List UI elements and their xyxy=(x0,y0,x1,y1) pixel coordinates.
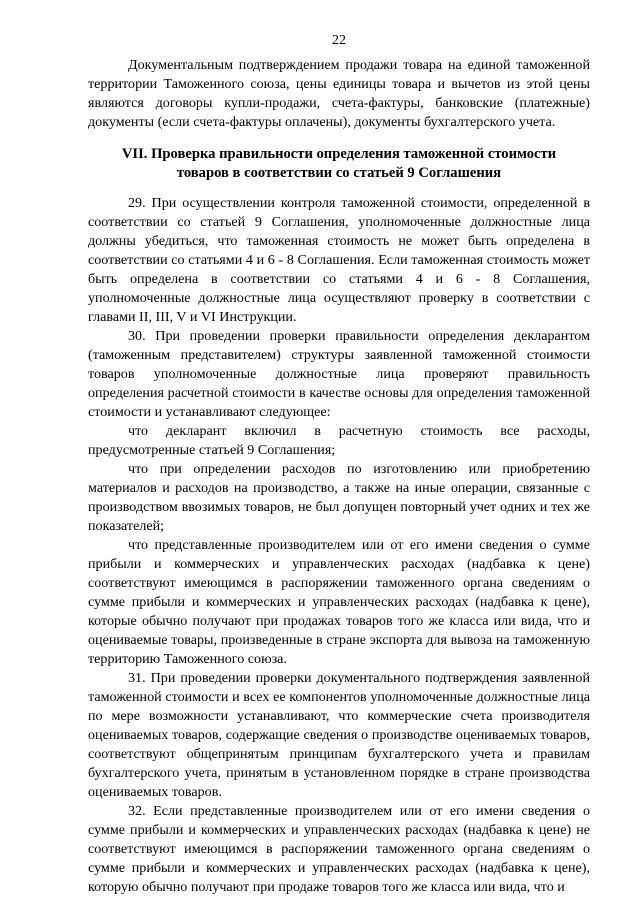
paragraph-30-item-1: что декларант включил в расчетную стоимость все расходы, предусмотренные статьей 9 Соглашения; xyxy=(88,423,590,458)
paragraph-30-item-2: что при определении расходов по изготовлению или приобретению материалов и расходов на производство, а также на иные операции, связанные с производством ввозимых товаров, не был допущен повторный учет одних и тех же показателей; xyxy=(88,461,590,534)
paragraph-31: 31. При проведении проверки документального подтверждения заявленной таможенной стоимости и всех ее компонентов уполномоченные должностные лица по мере возможности устанавливают, что коммерческие счета производителя оцениваемых товаров, содержащие сведения о производстве оцениваемых товаров, соответствуют общепринятым принципам бухгалтерского учета и правилам бухгалтерского учета, принятым в установленном порядке в стране производства оцениваемых товаров. xyxy=(88,670,590,800)
intro-paragraph: Документальным подтверждением продажи товара на единой таможенной территории Таможенного союза, цены единицы товара и вычетов из этой цены являются договоры купли-продажи, счета-фактуры, банковские (платежные) документы (если счета-фактуры оплачены), документы бухгалтерского учета. xyxy=(88,57,590,130)
section-heading-line-2: товаров в соответствии со статьей 9 Соглашения xyxy=(176,165,502,181)
section-heading-line-1: VII. Проверка правильности определения таможенной стоимости xyxy=(121,146,557,162)
paragraph-29: 29. При осуществлении контроля таможенной стоимости, определенной в соответствии со статьей 9 Соглашения, уполномоченные должностные лица должны убедиться, что таможенная стоимость не может быть определена в соответствии со статьями 4 и 6 - 8 Соглашения. Если таможенная стоимость может быть определена в соответствии со статьями 4 и 6 - 8 Соглашения, уполномоченные должностные лица осуществляют проверку в соответствии с главами II, III, V и VI Инструкции. xyxy=(88,195,590,325)
page-number: 22 xyxy=(332,33,346,48)
paragraph-30-item-3: что представленные производителем или от его имени сведения о сумме прибыли и коммерческих и управленческих расходах (надбавка к цене) соответствуют имеющимся в распоряжении таможенного органа сведениям о сумме прибыли и коммерческих и управленческих расходах (надбавка к цене), которые обычно получают при продажах товаров того же класса или вида, что и оцениваемые товары, произведенные в стране экспорта для вывоза на таможенную территорию Таможенного союза. xyxy=(88,537,590,667)
paragraph-30: 30. При проведении проверки правильности определения декларантом (таможенным представителем) структуры заявленной таможенной стоимости товаров уполномоченные должностные лица проверяют правильность определения расчетной стоимости в качестве основы для определения таможенной стоимости и устанавливают следующее: xyxy=(88,328,590,420)
paragraph-32: 32. Если представленные производителем или от его имени сведения о сумме прибыли и коммерческих и управленческих расходах (надбавка к цене) не соответствуют имеющимся в распоряжении таможенного органа сведениям о сумме прибыли и коммерческих и управленческих расходах (надбавка к цене), которую обычно получают при продаже товаров того же класса или вида, что и xyxy=(88,803,590,895)
section-heading xyxy=(88,145,590,183)
